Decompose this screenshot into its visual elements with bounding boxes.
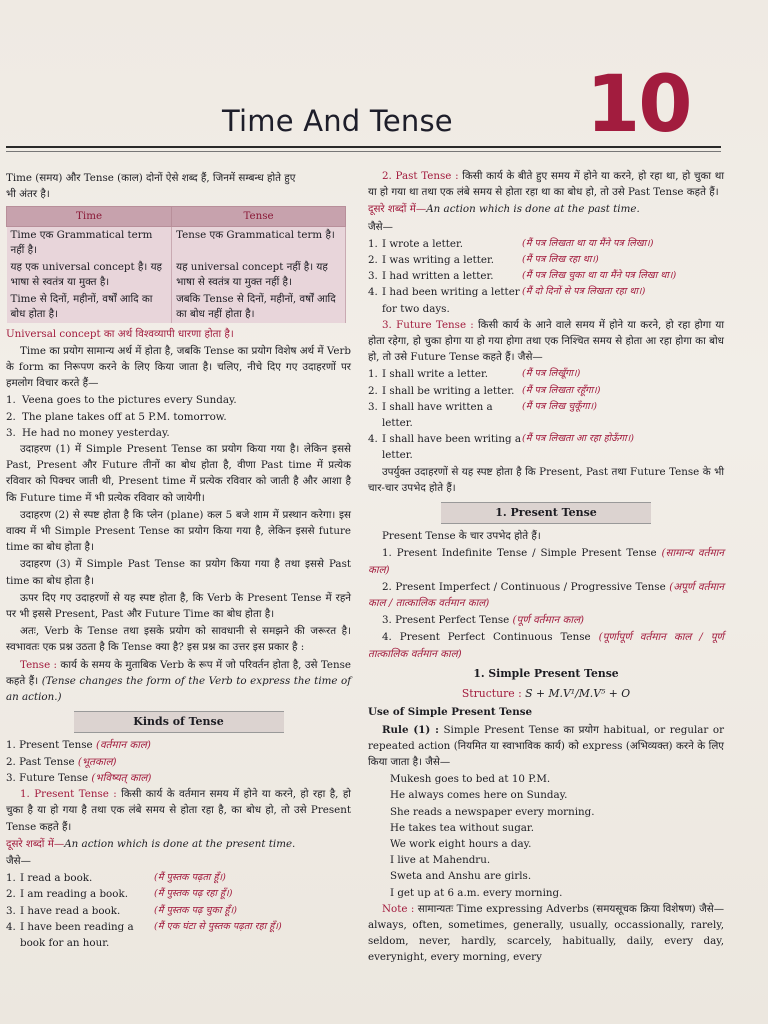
list-item bbox=[368, 612, 724, 628]
header-rule bbox=[6, 146, 721, 148]
note-text: सामान्यतः Time expressing Adverbs (समयसूचक क्रिया विशेषण) जैसे—always, often, sometimes, generally, usually, occassionally, rarely, seldom, never, hardly, scarcely, habitually, daily, every day, everynight, every morning, every bbox=[368, 902, 724, 964]
list-item bbox=[368, 399, 724, 431]
example-en: I have read a book. bbox=[20, 904, 121, 917]
table-cell: Time से दिनों, महीनों, वर्षों आदि का बोध होता है। bbox=[7, 291, 172, 323]
simple-present-heading: 1. Simple Present Tense bbox=[473, 666, 619, 680]
tense-label: Tense : bbox=[20, 658, 58, 671]
note-label: Note : bbox=[382, 902, 415, 915]
table-header-tense: Tense bbox=[172, 207, 346, 226]
list-item: She reads a newspaper every morning. bbox=[390, 805, 595, 818]
note-paragraph bbox=[368, 901, 724, 966]
example-en: I am reading a book. bbox=[20, 888, 128, 901]
table-cell: जबकि Tense से दिनों, महीनों, वर्षों आदि का बोध नहीं होता है। bbox=[172, 291, 346, 323]
list-item bbox=[368, 545, 724, 577]
future-tense-definition bbox=[368, 317, 724, 366]
item-number: 4. bbox=[6, 920, 16, 933]
item-number: 2. bbox=[6, 888, 16, 901]
chapter-number: 10 bbox=[586, 60, 691, 150]
jaise-label: जैसे— bbox=[368, 220, 393, 233]
left-column bbox=[6, 170, 351, 951]
type-hindi: (अपूर्ण वर्तमान काल / तात्कालिक वर्तमान काल) bbox=[368, 580, 724, 610]
table-row bbox=[7, 226, 346, 259]
other-words-line bbox=[368, 201, 724, 217]
item-number: 3. bbox=[368, 270, 378, 283]
future-def-hi: किसी कार्य के आने वाले समय में होने या करने, हो रहा होगा या होता रहेगा, हो चुका होगा या हो गया होगा तथा एक निश्चित समय से होता आ रहा होगा का बोध हो, तो उसे Future Tense कहते हैं। जैसे— bbox=[368, 318, 724, 364]
item-number: 1. bbox=[6, 872, 16, 885]
present-def-hi: किसी कार्य के वर्तमान समय में होने या करने, हो रहा है, हो चुका है या हो गया है तथा एक लंबे समय से होता रहा है, का बोध हो, तो उसे Present Tense कहते हैं। bbox=[6, 788, 351, 833]
kind-hindi: (वर्तमान काल) bbox=[95, 739, 151, 752]
table-cell: यह universal concept नहीं है। यह भाषा से स्वतंत्र या मुक्त नहीं है। bbox=[172, 259, 346, 291]
item-number: 2. bbox=[368, 254, 378, 267]
list-item: I get up at 6 a.m. every morning. bbox=[390, 886, 563, 899]
item-number: 4. bbox=[368, 433, 378, 446]
example-en: I read a book. bbox=[20, 872, 93, 885]
paragraph: उदाहरण (2) से स्पष्ट होता है कि प्लेन (plane) कल 5 बजे शाम में प्रस्थान करेगा। इस वाक्य में भी Simple Present Tense का प्रयोग किया गया है, लेकिन इससे future time का बोध होता है। bbox=[6, 508, 351, 554]
universal-concept-note: Universal concept का अर्थ विश्वव्यापी धारणा होता है। bbox=[6, 327, 234, 340]
present-example-list bbox=[6, 870, 351, 951]
example-hi: (मैं पुस्तक पढ़ चुका हूँ।) bbox=[154, 904, 237, 916]
list-item bbox=[368, 383, 724, 399]
example-en: I had written a letter. bbox=[382, 270, 494, 283]
list-item bbox=[6, 770, 351, 786]
list-item bbox=[368, 236, 724, 252]
table-row bbox=[7, 259, 346, 291]
future-example-list bbox=[368, 366, 724, 463]
item-number: 4. bbox=[382, 631, 392, 644]
tense-def-hi: कार्य के समय के मुताबिक Verb के रूप में जो परिवर्तन होता है, उसे Tense कहते हैं। bbox=[6, 658, 351, 687]
example-en: I shall have written a letter. bbox=[382, 400, 493, 430]
list-item: We work eight hours a day. bbox=[390, 837, 532, 850]
kind-name: Past Tense bbox=[19, 755, 75, 768]
item-number: 3. bbox=[368, 400, 378, 413]
paragraph: ऊपर दिए गए उदाहरणों से यह स्पष्ट होता है, कि Verb के Present Tense में रहने पर भी इससे Present, Past और Future Time का बोध होता है। bbox=[6, 591, 351, 621]
type-hindi: (सामान्य वर्तमान काल) bbox=[368, 547, 725, 576]
list-item bbox=[6, 870, 351, 886]
table-header-time: Time bbox=[7, 207, 172, 226]
rule-1 bbox=[368, 722, 724, 771]
example-hi: (मैं पत्र लिखता रहूँगा।) bbox=[522, 384, 601, 396]
example-list bbox=[6, 392, 351, 441]
list-item: I live at Mahendru. bbox=[390, 854, 491, 867]
item-number: 1. bbox=[6, 739, 16, 752]
kind-name: Present Tense bbox=[19, 739, 93, 752]
paragraph: अतः, Verb के Tense तथा इसके प्रयोग को सावधानी से समझने की जरूरत है। स्वभावतः एक प्रश्न उठता है कि Tense क्या है? इस प्रश्न का उत्तर इस प्रकार है : bbox=[6, 625, 351, 654]
example-en: I shall write a letter. bbox=[382, 368, 489, 381]
type-hindi: (पूर्णापूर्ण वर्तमान काल / पूर्ण तात्कालिक वर्तमान काल) bbox=[368, 631, 724, 660]
list-item bbox=[368, 284, 724, 316]
paragraph: उदाहरण (3) में Simple Past Tense का प्रयोग किया गया है तथा इससे Past time का बोध होता है। bbox=[6, 558, 351, 587]
type-name: Present Indefinite Tense / Simple Present Tense bbox=[396, 547, 657, 560]
list-item bbox=[6, 903, 351, 919]
other-words-label: दूसरे शब्दों में— bbox=[368, 203, 427, 216]
item-number: 2. bbox=[6, 755, 16, 768]
type-name: Present Perfect Continuous Tense bbox=[399, 631, 591, 644]
type-hindi: (पूर्ण वर्तमान काल) bbox=[512, 614, 585, 627]
example-en: I have been reading a book for an hour. bbox=[20, 920, 134, 949]
time-vs-tense-table bbox=[6, 206, 346, 322]
example-hi: (मैं पत्र लिख चुका था या मैंने पत्र लिखा था।) bbox=[522, 270, 677, 282]
example-hi: (मैं दो दिनों से पत्र लिखता रहा था।) bbox=[522, 286, 646, 298]
use-heading: Use of Simple Present Tense bbox=[368, 706, 533, 719]
example-en: I was writing a letter. bbox=[382, 254, 495, 267]
table-cell: Time एक Grammatical term नहीं है। bbox=[7, 226, 172, 259]
structure-line bbox=[368, 686, 724, 702]
kinds-of-tense-heading: Kinds of Tense bbox=[74, 711, 284, 733]
example-en: I had been writing a letter for two days. bbox=[382, 286, 520, 315]
list-item bbox=[368, 252, 724, 268]
list-item: He always comes here on Sunday. bbox=[390, 789, 568, 802]
example-hi: (मैं पत्र लिखता आ रहा होऊँगा।) bbox=[522, 433, 634, 445]
table-cell: यह एक universal concept है। यह भाषा से स्वतंत्र या मुक्त है। bbox=[7, 259, 172, 291]
list-item bbox=[6, 886, 351, 902]
intro-text bbox=[6, 170, 351, 202]
list-item: 1. Veena goes to the pictures every Sunday. bbox=[6, 394, 237, 407]
list-item bbox=[368, 629, 724, 661]
present-tense-definition bbox=[6, 786, 351, 835]
table-cell: Tense एक Grammatical term है। bbox=[172, 226, 346, 259]
list-item bbox=[6, 754, 351, 770]
rule-label: Rule (1) : bbox=[382, 723, 439, 736]
past-def-en: An action which is done at the past time. bbox=[426, 203, 640, 216]
kinds-list bbox=[6, 737, 351, 786]
kind-hindi: (भविष्यत् काल) bbox=[91, 771, 152, 784]
item-number: 3. bbox=[6, 904, 16, 917]
paragraph: Time का प्रयोग सामान्य अर्थ में होता है, जबकि Tense का प्रयोग विशेष अर्थ में Verb के form का निरूपण करने के लिए किया जाता है। चलिए, नीचे दिए गए उदाहरणों पर हमलोग विचार करते हैं— bbox=[6, 344, 351, 390]
other-words-label: दूसरे शब्दों में— bbox=[6, 837, 65, 850]
item-number: 4. bbox=[368, 286, 378, 299]
future-def-label: 3. Future Tense : bbox=[382, 318, 474, 331]
list-item bbox=[368, 431, 724, 463]
type-name: Present Perfect Tense bbox=[395, 614, 510, 627]
present-types-list bbox=[368, 545, 724, 661]
example-text: He had no money yesterday. bbox=[22, 426, 170, 439]
item-number: 1. bbox=[382, 547, 392, 560]
example-hi: (मैं पत्र लिख रहा था।) bbox=[522, 254, 599, 266]
item-number: 1. bbox=[368, 368, 378, 381]
header-rule-thin bbox=[6, 151, 721, 152]
example-hi: (मैं पत्र लिखूँगा।) bbox=[522, 368, 581, 380]
list-item bbox=[6, 737, 351, 753]
example-hi: (मैं पत्र लिख चुकूँगा।) bbox=[522, 400, 597, 412]
present-def-label: 1. Present Tense : bbox=[20, 788, 117, 801]
past-tense-definition bbox=[368, 168, 724, 200]
tense-def-en: (Tense changes the form of the Verb to express the time of an action.) bbox=[6, 674, 352, 704]
list-item: 3. He had no money yesterday. bbox=[6, 426, 170, 439]
structure-formula: S + M.V¹/M.V⁵ + O bbox=[525, 687, 631, 701]
list-item bbox=[368, 268, 724, 284]
item-number: 3. bbox=[6, 771, 16, 784]
example-en: I wrote a letter. bbox=[382, 237, 464, 250]
item-number: 2. bbox=[382, 580, 392, 593]
example-hi: (मैं एक घंटा से पुस्तक पढ़ता रहा हूँ।) bbox=[154, 920, 282, 932]
table-row bbox=[7, 291, 346, 323]
example-text: The plane takes off at 5 P.M. tomorrow. bbox=[22, 410, 227, 423]
list-item: 2. The plane takes off at 5 P.M. tomorrow. bbox=[6, 410, 227, 423]
list-item bbox=[368, 366, 724, 382]
past-def-label: 2. Past Tense : bbox=[382, 170, 459, 182]
intro-line-2: भी अंतर है। bbox=[6, 188, 50, 201]
example-en: I shall have been writing a letter. bbox=[382, 433, 521, 462]
tense-definition bbox=[6, 657, 351, 706]
jaise-label: जैसे— bbox=[6, 854, 31, 867]
list-item: Sweta and Anshu are girls. bbox=[390, 870, 532, 883]
past-example-list bbox=[368, 236, 724, 317]
paragraph: उदाहरण (1) में Simple Present Tense का प्रयोग किया गया है। लेकिन इससे Past, Present और Future तीनों का बोध होता है, वीणा Past time में प्रत्येक रविवार को पिक्चर जाती थी, Present time में प्रत्येक रविवार को जाती है और आशा है कि Future time में भी प्रत्येक रविवार को जायेगी। bbox=[6, 443, 351, 504]
rule1-example-list bbox=[368, 771, 724, 901]
example-hi: (मैं पुस्तक पढ़ता हूँ।) bbox=[154, 872, 226, 884]
present-tense-heading: 1. Present Tense bbox=[441, 502, 651, 524]
type-name: Present Imperfect / Continuous / Progressive Tense bbox=[395, 580, 666, 593]
present-def-en: An action which is done at the present time. bbox=[64, 837, 296, 850]
kind-hindi: (भूतकाल) bbox=[77, 755, 117, 768]
list-item bbox=[6, 919, 351, 951]
present-intro: Present Tense के चार उपभेद होते हैं। bbox=[382, 530, 541, 543]
intro-line-1: Time (समय) और Tense (काल) दोनों ऐसे शब्द हैं, जिनमें सम्बन्ध होते हुए bbox=[6, 172, 296, 184]
chapter-title: Time And Tense bbox=[222, 104, 453, 138]
list-item: He takes tea without sugar. bbox=[390, 821, 534, 834]
past-def-hi: किसी कार्य के बीते हुए समय में होने या करने, हो रहा था, हो चुका था या हो गया था तथा एक लंबे समय से होता रहा था का बोध हो, तो उसे Past Tense कहते हैं। bbox=[368, 170, 725, 199]
list-item: Mukesh goes to bed at 10 P.M. bbox=[390, 773, 551, 786]
rule-text: Simple Present Tense का प्रयोग habitual, or regular or repeated action (नियमित या स्वाभाविक कार्य) को express (अभिव्यक्त) करने के लिए किया जाता है। जैसे— bbox=[368, 723, 725, 768]
list-item bbox=[368, 579, 724, 611]
structure-label: Structure : bbox=[461, 687, 522, 701]
example-hi: (मैं पत्र लिखता था या मैंने पत्र लिखा।) bbox=[522, 237, 654, 249]
example-text: Veena goes to the pictures every Sunday. bbox=[22, 394, 237, 407]
item-number: 2. bbox=[368, 384, 378, 397]
item-number: 1. bbox=[368, 237, 378, 250]
right-column bbox=[368, 168, 724, 967]
kind-name: Future Tense bbox=[19, 771, 89, 784]
item-number: 3. bbox=[382, 614, 392, 627]
summary-paragraph: उपर्युक्त उदाहरणों से यह स्पष्ट होता है कि Present, Past तथा Future Tense के भी चार-चार उपभेद होते हैं। bbox=[368, 465, 724, 494]
example-en: I shall be writing a letter. bbox=[382, 384, 515, 397]
other-words-line bbox=[6, 836, 351, 852]
example-hi: (मैं पुस्तक पढ़ रहा हूँ।) bbox=[154, 888, 233, 900]
